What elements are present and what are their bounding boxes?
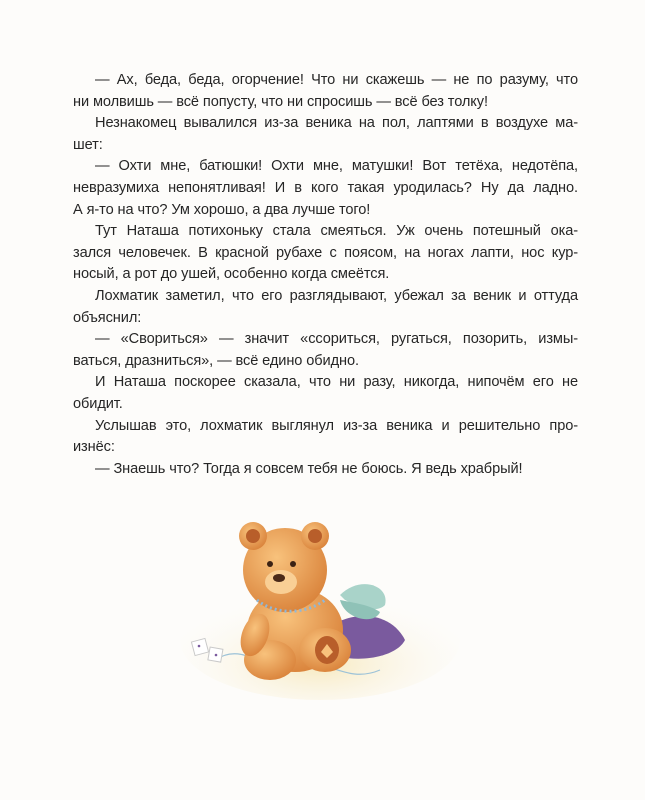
text-line: Услышав это, лохматик выглянул из-за веника и решительно про- bbox=[95, 417, 578, 434]
teddy-bear-illustration bbox=[175, 500, 475, 700]
text-line: И Наташа поскорее сказала, что ни разу, никогда, нипочём его не bbox=[95, 374, 578, 391]
bear-nose bbox=[273, 574, 285, 582]
text-line: — Ах, беда, беда, огорчение! Что ни скажешь — не по разуму, что bbox=[95, 72, 578, 88]
bear-left-eye bbox=[267, 561, 273, 567]
text-line: зался человечек. В красной рубахе с поясом, на ногах лапти, нос кур- bbox=[73, 244, 578, 261]
bear-right-eye bbox=[290, 561, 296, 567]
text-line: Тут Наташа потихоньку стала смеяться. Уж очень потешный ока- bbox=[95, 223, 578, 240]
text-line: Лохматик заметил, что его разглядывают, убежал за веник и оттуда bbox=[95, 287, 578, 304]
text-line: ваться, дразниться», — всё едино обидно. bbox=[73, 352, 359, 369]
text-line: ни молвишь — всё попусту, что ни спросишь — всё без толку! bbox=[73, 93, 488, 110]
story-text bbox=[73, 70, 578, 480]
text-line: невразумиха непонятливая! И в кого такая уродилась? Ну да ладно. bbox=[73, 179, 578, 196]
text-line: носый, а рот до ушей, особенно когда смеётся. bbox=[73, 266, 390, 283]
text-line: — Охти мне, батюшки! Охти мне, матушки! Вот тетёха, недотёпа, bbox=[95, 158, 578, 175]
text-line: изнёс: bbox=[73, 439, 115, 456]
text-line: шет: bbox=[73, 136, 103, 153]
text-line: объяснил: bbox=[73, 309, 142, 326]
text-line: обидит. bbox=[73, 395, 123, 412]
text-line: Незнакомец вывалился из-за веника на пол, лаптями в воздухе ма- bbox=[95, 115, 578, 132]
text-line: — Знаешь что? Тогда я совсем тебя не боюсь. Я ведь храбрый! bbox=[95, 460, 523, 477]
text-line: А я-то на что? Ум хорошо, а два лучше того! bbox=[73, 201, 371, 218]
bear-muzzle bbox=[265, 570, 297, 594]
text-line: — «Своритьcя» — значит «ссориться, ругаться, позорить, измы- bbox=[95, 331, 578, 348]
